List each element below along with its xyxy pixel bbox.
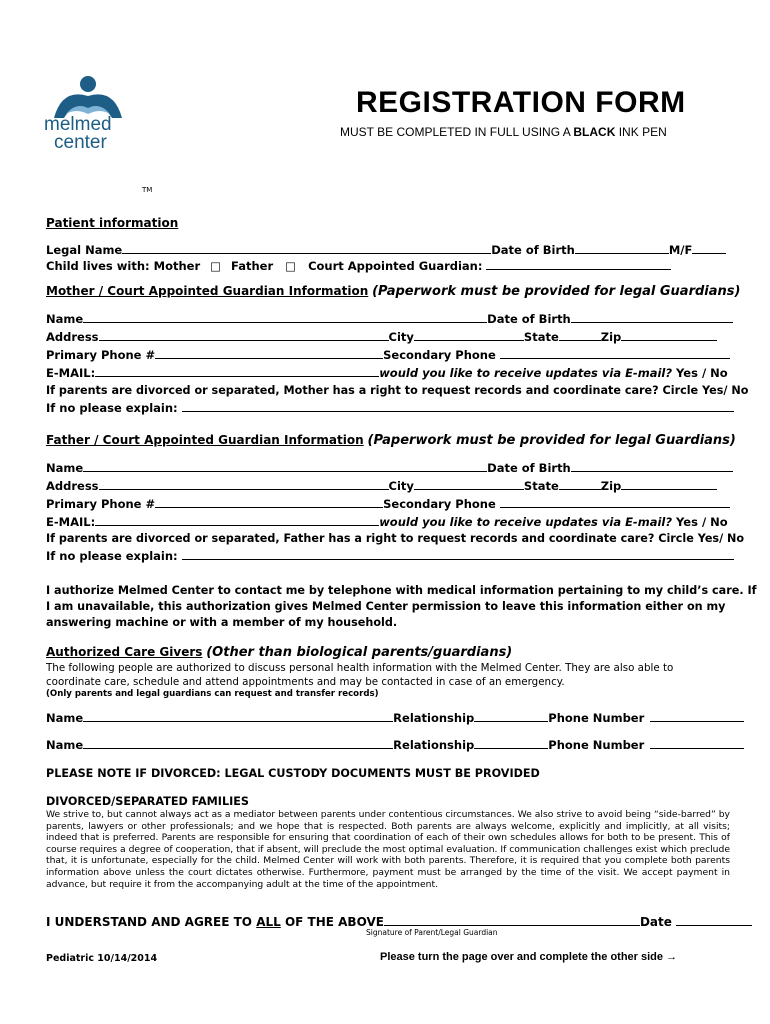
footer-right: Please turn the page over and complete the other side → <box>380 951 678 963</box>
mother-name-row: Name Date of Birth <box>46 312 733 326</box>
father-address-field[interactable] <box>99 479 389 490</box>
caregivers-text2: coordinate care, schedule and attend appointments and may be contacted in case of an emergency. <box>46 676 565 688</box>
mother-address-field[interactable] <box>99 330 389 341</box>
father-explain-row: If no please explain: <box>46 549 734 563</box>
father-name-field[interactable] <box>83 461 487 472</box>
mother-divorced-text: If parents are divorced or separated, Mother has a right to request records and coordinate care? Circle Yes/ No <box>46 384 749 397</box>
legal-name-row: Legal Name Date of Birth M/F <box>46 243 726 257</box>
patient-sex-field[interactable] <box>692 243 726 254</box>
mother-city-field[interactable] <box>414 330 524 341</box>
caregivers-text3: (Only parents and legal guardians can request and transfer records) <box>46 689 379 699</box>
mother-state-field[interactable] <box>559 330 601 341</box>
caregiver-row-1: Name Relationship Phone Number <box>46 711 744 725</box>
caregiver-2-name-field[interactable] <box>83 738 393 749</box>
caregiver-1-name-field[interactable] <box>83 711 393 722</box>
mother-address-row: Address City State Zip <box>46 330 717 344</box>
legal-name-field[interactable] <box>122 243 491 254</box>
signature-field[interactable] <box>384 914 640 926</box>
patient-heading: Patient information <box>46 216 179 230</box>
father-primary-phone-field[interactable] <box>155 497 383 508</box>
court-guardian-field[interactable] <box>486 259 671 270</box>
mother-phone-row: Primary Phone # Secondary Phone <box>46 348 730 362</box>
logo <box>40 74 135 154</box>
father-checkbox[interactable]: □ <box>285 259 297 273</box>
father-dob-field[interactable] <box>571 461 733 472</box>
father-email-field[interactable] <box>95 515 379 526</box>
mother-secondary-phone-field[interactable] <box>500 348 730 359</box>
logo-line2: center <box>54 132 107 153</box>
divorce-note: PLEASE NOTE IF DIVORCED: LEGAL CUSTODY DOCUMENTS MUST BE PROVIDED <box>46 767 540 780</box>
mother-explain-field[interactable] <box>182 401 734 412</box>
footer-left: Pediatric 10/14/2014 <box>46 953 158 964</box>
caregiver-1-phone-field[interactable] <box>650 711 744 722</box>
patient-dob-field[interactable] <box>575 243 669 254</box>
father-address-row: Address City State Zip <box>46 479 717 493</box>
authorize-line3: answering machine or with a member of my household. <box>46 616 398 629</box>
father-explain-field[interactable] <box>182 549 734 560</box>
caregiver-2-phone-field[interactable] <box>650 738 744 749</box>
authorize-line1: I authorize Melmed Center to contact me by telephone with medical information pertaining to my child’s care. If <box>46 584 757 597</box>
caregiver-2-relationship-field[interactable] <box>474 738 548 749</box>
page-subtitle: MUST BE COMPLETED IN FULL USING A BLACK INK PEN <box>340 125 667 139</box>
mother-explain-row: If no please explain: <box>46 401 734 415</box>
father-zip-field[interactable] <box>621 479 717 490</box>
father-phone-row: Primary Phone # Secondary Phone <box>46 497 730 511</box>
mother-dob-field[interactable] <box>571 312 733 323</box>
families-heading: DIVORCED/SEPARATED FAMILIES <box>46 795 249 808</box>
mother-heading: Mother / Court Appointed Guardian Information (Paperwork must be provided for legal Guardians) <box>46 284 741 299</box>
caregiver-1-relationship-field[interactable] <box>474 711 548 722</box>
father-state-field[interactable] <box>559 479 601 490</box>
father-city-field[interactable] <box>414 479 524 490</box>
father-divorced-text: If parents are divorced or separated, Father has a right to request records and coordinate care? Circle Yes/ No <box>46 532 745 545</box>
trademark: TM <box>142 186 153 194</box>
father-secondary-phone-field[interactable] <box>500 497 730 508</box>
lives-with-row: Child lives with: Mother □ Father □ Court Appointed Guardian: <box>46 259 671 273</box>
caregivers-heading: Authorized Care Givers (Other than biological parents/guardians) <box>46 645 513 660</box>
caregiver-row-2: Name Relationship Phone Number <box>46 738 744 752</box>
mother-email-row: E-MAIL: would you like to receive updates via E-mail? Yes / No <box>46 366 728 380</box>
mother-zip-field[interactable] <box>621 330 717 341</box>
mother-checkbox[interactable]: □ <box>210 259 222 273</box>
caregivers-text1: The following people are authorized to discuss personal health information with the Melmed Center. They are also able to <box>46 662 674 674</box>
father-name-row: Name Date of Birth <box>46 461 733 475</box>
father-heading: Father / Court Appointed Guardian Information (Paperwork must be provided for legal Guardians) <box>46 433 736 448</box>
signature-caption: Signature of Parent/Legal Guardian <box>366 928 498 937</box>
signature-date-field[interactable] <box>676 914 752 926</box>
page-title: REGISTRATION FORM <box>356 86 686 119</box>
mother-name-field[interactable] <box>83 312 487 323</box>
logo-line1: melmed <box>44 114 112 135</box>
mother-primary-phone-field[interactable] <box>155 348 383 359</box>
father-email-row: E-MAIL: would you like to receive updates via E-mail? Yes / No <box>46 515 728 529</box>
mother-email-field[interactable] <box>95 366 379 377</box>
families-body: We strive to, but cannot always act as a mediator between parents under contentious circumstances. We also strive to avoid being “side-barred” by parents, lawyers or other professionals; and we hope that is respected. Both parents are always welcome, explicitly and implicitly, at all visits; indeed that is preferred. Parents are responsible for ensuring that coordination of each of their own schedules allows for both to be present. This of course requires a degree of cooperation, that if absent, will preclude the most optimal evaluation. If communication challenges exist which preclude that, it is unfortunate, especially for the child. Melmed Center will work with both parents. Therefore, it is required that you complete both parents information above unless the court dictates otherwise. Furthermore, payment must be arranged by the time of the visit. We accept payment in advance, but require it from the accompanying adult at the time of the appointment. <box>46 809 730 890</box>
authorize-line2: I am unavailable, this authorization gives Melmed Center permission to leave this information either on my <box>46 600 726 613</box>
agree-row: I UNDERSTAND AND AGREE TO ALL OF THE ABOVE Date <box>46 914 752 929</box>
